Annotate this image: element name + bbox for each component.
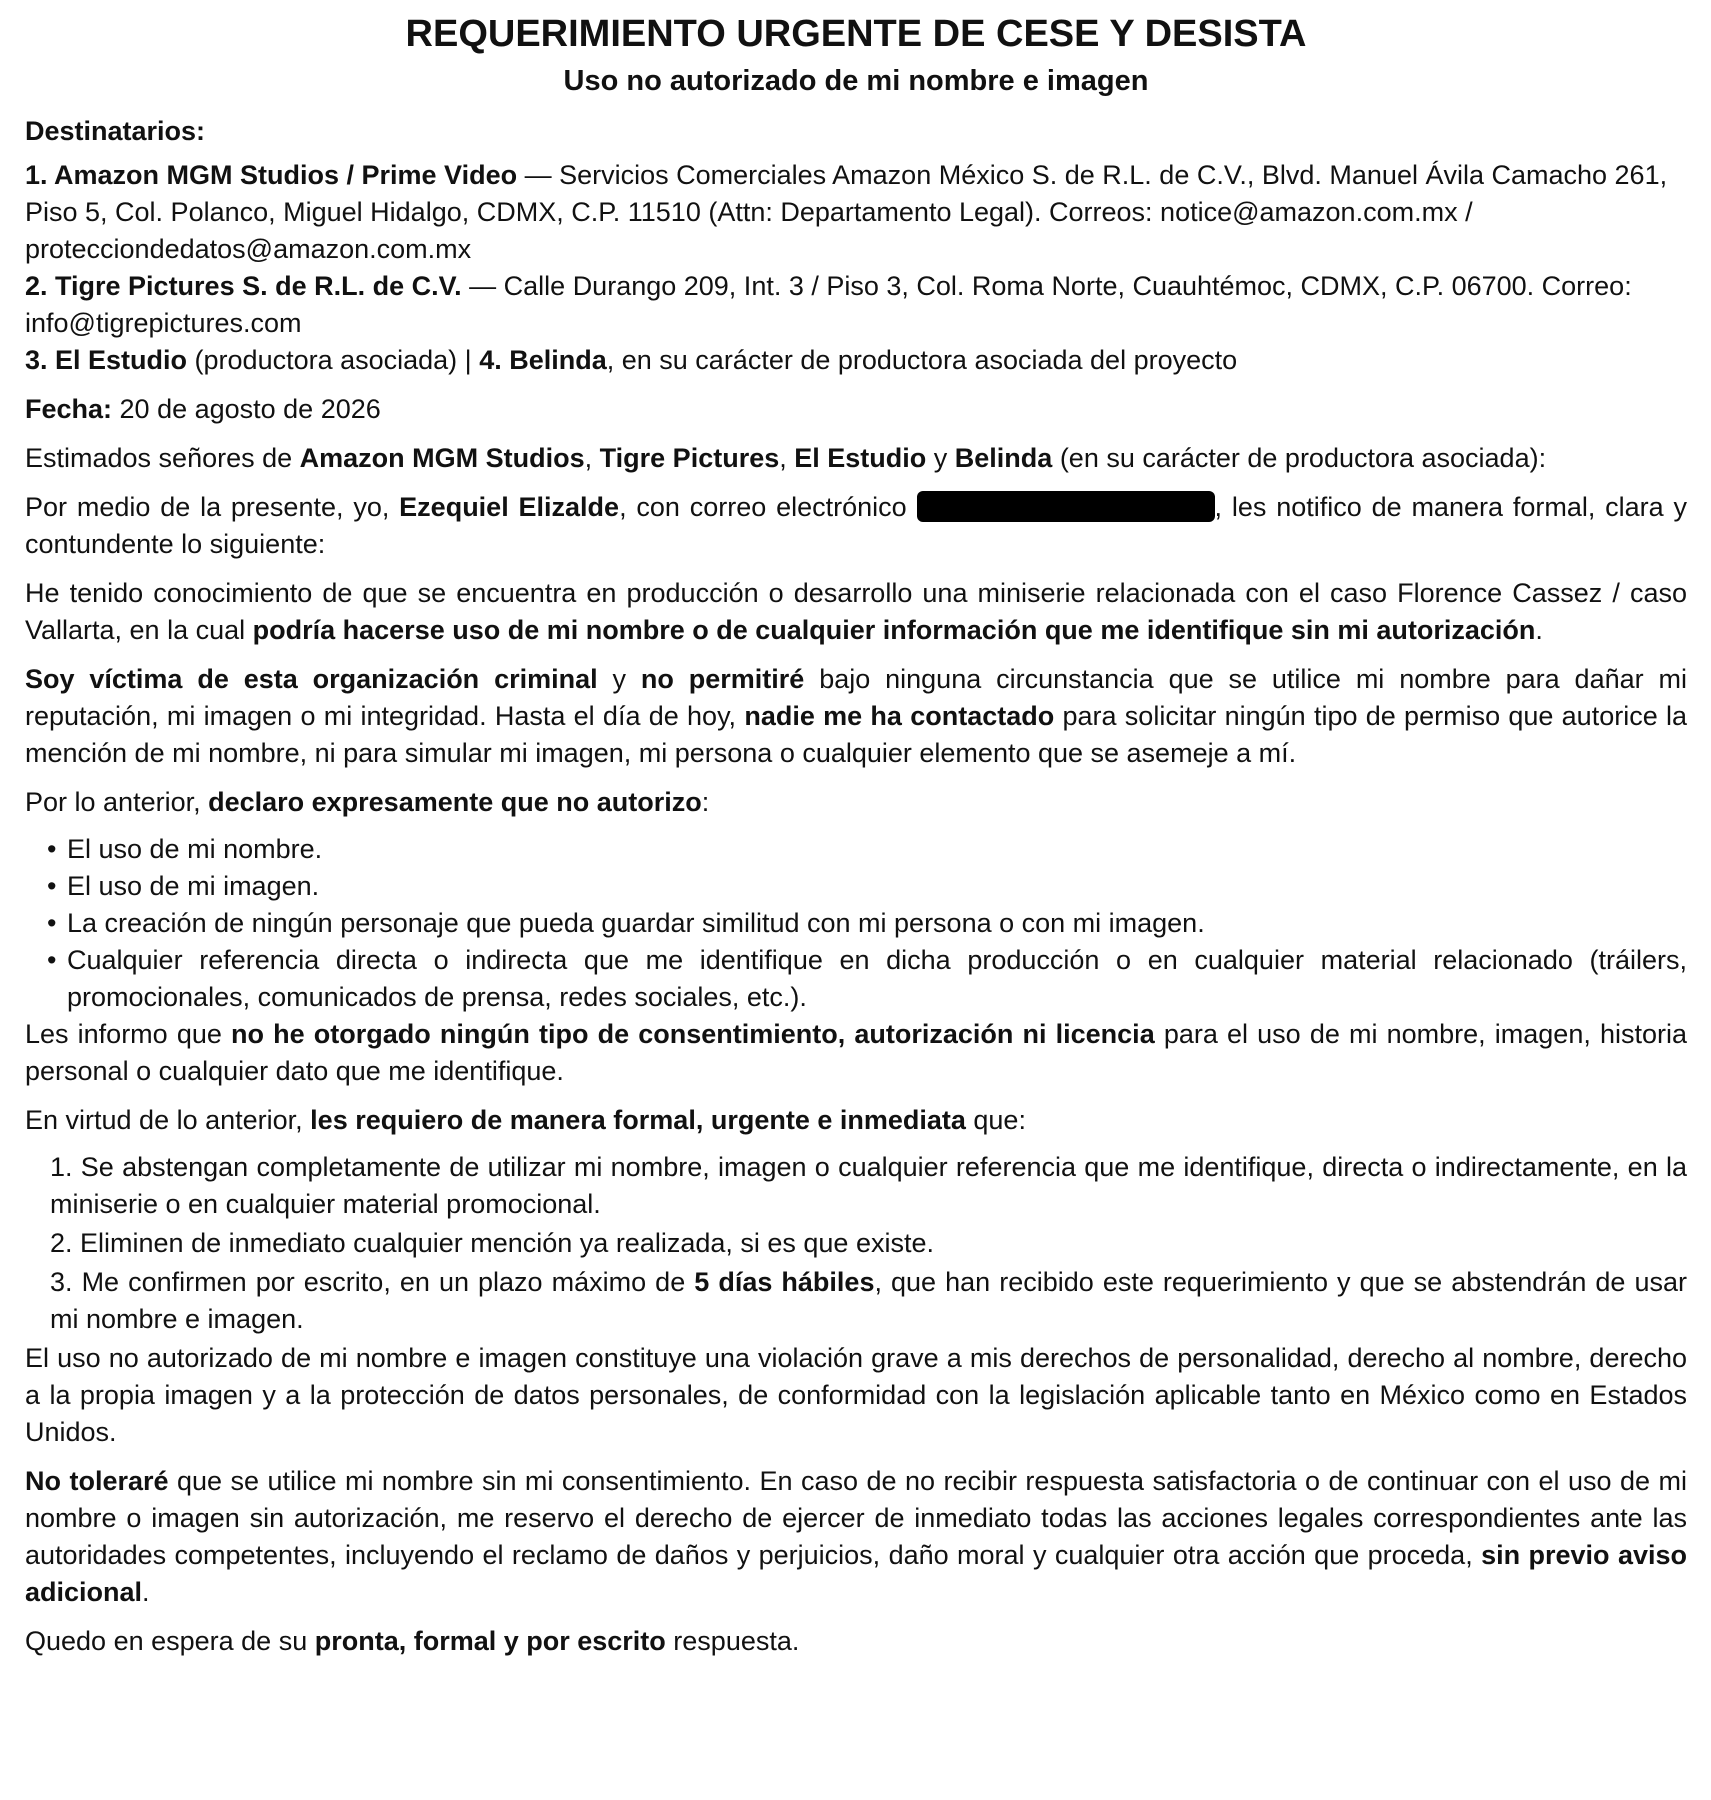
victim-text: y [597,664,641,694]
date-label: Fecha: [25,394,113,424]
declare-paragraph [25,784,1687,821]
greeting-amazon: Amazon MGM Studios [299,443,585,473]
closing-paragraph [25,1623,1687,1660]
victim-emphasis: nadie me ha contactado [744,701,1055,731]
greeting-belinda: Belinda [954,443,1053,473]
require-text: que: [965,1105,1026,1135]
list-item: • El uso de mi nombre. [47,831,1687,868]
greeting [25,440,1687,477]
recipient-2 [25,268,1687,342]
greeting-text: Estimados señores de [25,443,300,473]
recipient-1-details: — Servicios Comerciales Amazon México S. de R.L. de C.V., Blvd. Manuel Ávila Camacho 261, Piso 5, Col. Polanco, Miguel Hidalgo, CDMX, C.P. 11510 (Attn: Departamento Legal). Correos: notice@amazon.com.mx / protecciondedatos@amazon.com.mx [25,160,1668,264]
knowledge-paragraph [25,575,1687,649]
declare-emphasis: declaro expresamente que no autorizo [208,787,702,817]
closing-text: respuesta. [665,1626,800,1656]
intro-text: Por medio de la presente, yo, [25,492,400,522]
list-item: • La creación de ningún personaje que pueda guardar similitud con mi persona o con mi imagen. [47,905,1687,942]
letter-date [25,391,1687,428]
victim-text: bajo ninguna circunstancia que se utilice mi nombre para dañar mi reputación, mi imagen o mi integridad. Hasta el día de hoy, [25,664,1687,731]
declare-text: Por lo anterior, [25,787,209,817]
closing-emphasis: pronta, formal y por escrito [314,1626,666,1656]
knowledge-emphasis: podría hacerse uso de mi nombre o de cualquier información que me identifique sin mi autorización [252,615,1536,645]
recipient-4-name: 4. Belinda [479,345,607,375]
list-item: • Cualquier referencia directa o indirecta que me identifique en dicha producción o en cualquier material relacionado (tráilers, promocionales, comunicados de prensa, redes sociales, etc.). [47,942,1687,1016]
list-item: • El uso de mi imagen. [47,868,1687,905]
greeting-estudio: El Estudio [794,443,927,473]
greeting-sep: y [926,443,955,473]
recipients-heading: Destinatarios: [25,116,206,146]
require-emphasis: les requiero de manera formal, urgente e inmediata [310,1105,966,1135]
recipient-4-details: , en su carácter de productora asociada del proyecto [606,345,1238,375]
declare-text: : [701,787,710,817]
document-subtitle: Uso no autorizado de mi nombre e imagen [563,65,1149,97]
recipient-1-name: 1. Amazon MGM Studios / Prime Video [25,160,518,190]
greeting-sep: , [584,443,600,473]
victim-text: para solicitar ningún tipo de permiso que autorice la mención de mi nombre, ni para simular mi imagen, mi persona o cualquier elemento que se asemeje a mí. [25,701,1688,768]
knowledge-text: He tenido conocimiento de que se encuentra en producción o desarrollo una miniserie relacionada con el caso Florence Cassez / caso Vallarta, en la cual [25,578,1687,645]
greeting-text: (en su carácter de productora asociada): [1052,443,1547,473]
closing-text: Quedo en espera de su [25,1626,315,1656]
tolerate-text: . [142,1577,150,1607]
recipient-1 [25,157,1687,268]
recipient-3-4 [25,342,1687,379]
requirement-text: 3. Me confirmen por escrito, en un plazo máximo de [50,1267,695,1297]
victim-paragraph [25,661,1687,772]
intro-text: , con correo electrónico [619,492,917,522]
victim-emphasis: no permitiré [640,664,805,694]
tolerate-text: que se utilice mi nombre sin mi consentimiento. En caso de no recibir respuesta satisfactoria o de continuar con el uso de mi nombre o imagen sin autorización, me reservo el derecho de ejercer de inmediato todas las acciones legales correspondientes ante las autoridades competentes, incluyendo el reclamo de daños y perjuicios, daño moral y cualquier otra acción que proceda, [25,1466,1687,1570]
requirement-item: 2. Eliminen de inmediato cualquier mención ya realizada, si es que existe. [50,1228,934,1258]
intro-paragraph [25,489,1687,563]
recipient-2-details: — Calle Durango 209, Int. 3 / Piso 3, Col. Roma Norte, Cuauhtémoc, CDMX, C.P. 06700. Correo: info@tigrepictures.com [25,271,1632,338]
document-title: REQUERIMIENTO URGENTE DE CESE Y DESISTA [405,13,1307,55]
deadline-emphasis: 5 días hábiles [694,1267,875,1297]
redacted-email-block [917,491,1215,522]
require-paragraph [25,1102,1687,1139]
victim-emphasis: Soy víctima de esta organización criminal [25,664,598,694]
requirement-text: , que han recibido este requerimiento y que se abstendrán de usar mi nombre e imagen. [50,1267,1688,1334]
knowledge-text: . [1535,615,1543,645]
requirement-item [50,1264,1687,1338]
consent-text: para el uso de mi nombre, imagen, historia personal o cualquier dato que me identifique. [25,1019,1688,1086]
tolerate-paragraph [25,1463,1687,1611]
violation-paragraph: El uso no autorizado de mi nombre e imagen constituye una violación grave a mis derechos de personalidad, derecho al nombre, derecho a la propia imagen y a la protección de datos personales, de conformidad con la legislación aplicable tanto en México como en Estados Unidos. [25,1343,1687,1447]
non-authorization-list [25,831,1687,1016]
consent-text: Les informo que [25,1019,232,1049]
recipient-3-details: (productora asociada) | [187,345,480,375]
intro-text: , les notifico de manera formal, clara y contundente lo siguiente: [25,492,1688,559]
greeting-tigre: Tigre Pictures [599,443,780,473]
recipient-2-name: 2. Tigre Pictures S. de R.L. de C.V. [25,271,462,301]
greeting-sep: , [779,443,795,473]
requirement-item: 1. Se abstengan completamente de utilizar mi nombre, imagen o cualquier referencia que me identifique, directa o indirectamente, en la miniserie o en cualquier material promocional. [50,1152,1687,1219]
consent-paragraph [25,1016,1687,1090]
date-value: 20 de agosto de 2026 [112,394,381,424]
consent-emphasis: no he otorgado ningún tipo de consentimiento, autorización ni licencia [231,1019,1155,1049]
tolerate-emphasis: No toleraré [25,1466,169,1496]
require-text: En virtud de lo anterior, [25,1105,311,1135]
tolerate-emphasis: sin previo aviso adicional [25,1540,1687,1607]
requirements-list [25,1149,1687,1338]
sender-name: Ezequiel Elizalde [399,492,620,522]
recipient-3-name: 3. El Estudio [25,345,188,375]
